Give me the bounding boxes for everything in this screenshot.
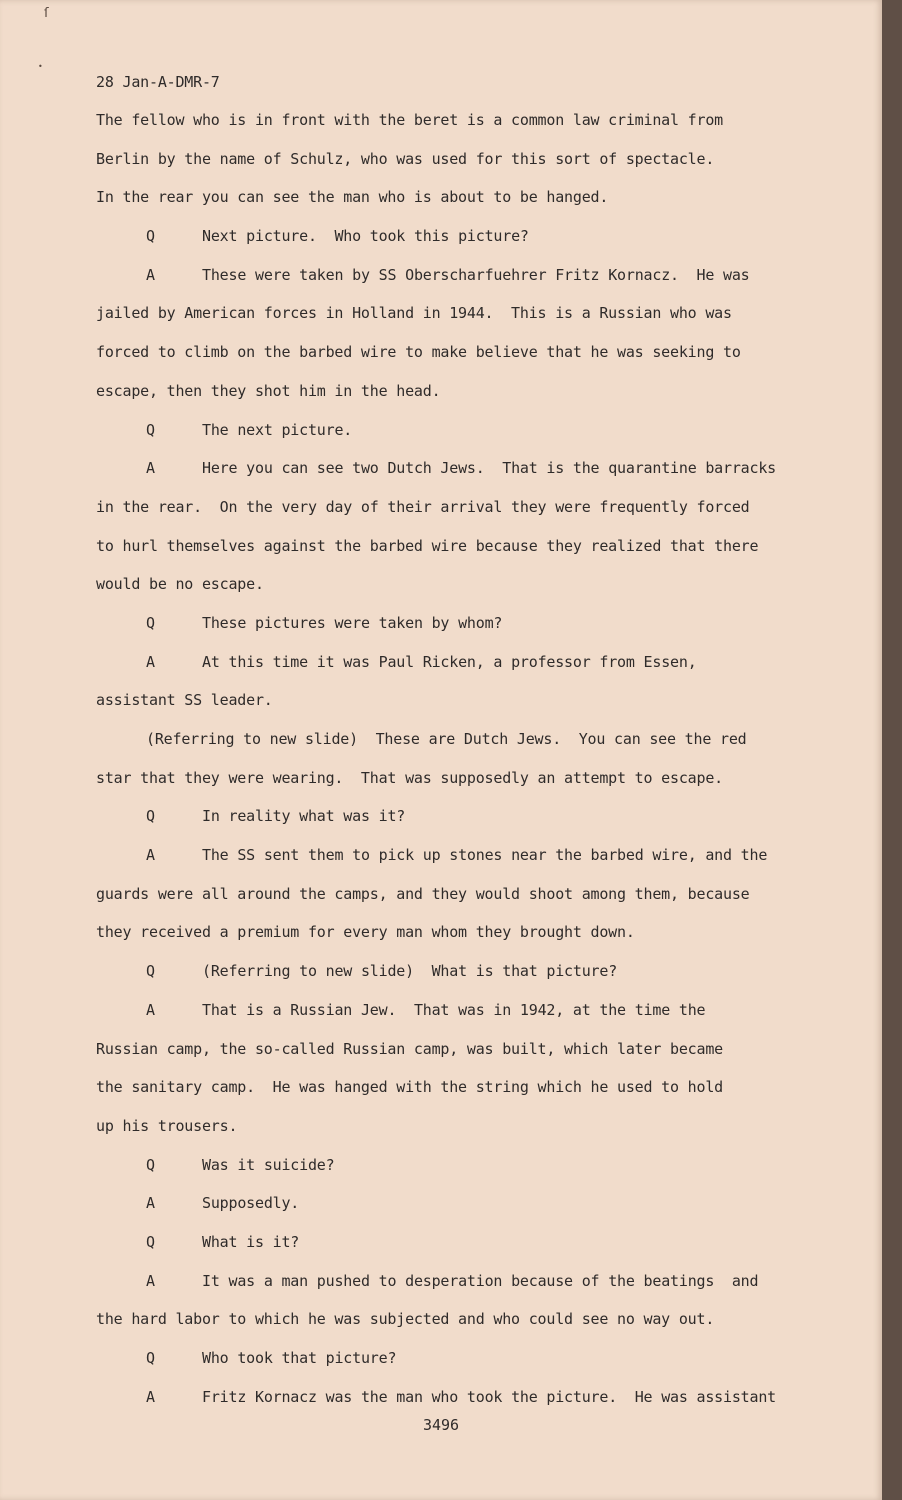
transcript-line	[96, 1189, 836, 1228]
line-text: Here you can see two Dutch Jews. That is the quarantine barracks	[202, 459, 776, 478]
transcript-line	[96, 454, 836, 493]
transcript-line	[96, 1151, 836, 1190]
line-text: These were taken by SS Oberscharfuehrer Fritz Kornacz. He was	[202, 265, 750, 284]
line-text: guards were all around the camps, and they would shoot among them, because	[96, 884, 750, 903]
transcript-line	[96, 918, 836, 957]
answer-marker: A	[146, 1194, 155, 1213]
question-marker: Q	[146, 420, 155, 439]
transcript-line	[96, 532, 836, 571]
transcript-line	[96, 1305, 836, 1344]
transcript-line	[96, 1035, 836, 1074]
transcript-line	[96, 802, 836, 841]
transcript-line	[96, 996, 836, 1035]
question-marker: Q	[146, 1155, 155, 1174]
line-text: assistant SS leader.	[96, 691, 273, 710]
transcript-line	[96, 609, 836, 648]
line-text: would be no escape.	[96, 575, 264, 594]
document-reference: 28 Jan-A-DMR-7	[96, 73, 220, 91]
line-text: Supposedly.	[202, 1194, 300, 1213]
line-text: Russian camp, the so-called Russian camp, was built, which later became	[96, 1039, 723, 1058]
answer-marker: A	[146, 265, 155, 284]
question-marker: Q	[146, 227, 155, 246]
transcript-line	[96, 570, 836, 609]
page-number: 3496	[422, 1416, 460, 1434]
margin-mark: •	[38, 62, 43, 71]
line-text: Fritz Kornacz was the man who took the picture. He was assistant	[202, 1387, 776, 1406]
question-marker: Q	[146, 962, 155, 981]
line-text: escape, then they shot him in the head.	[96, 381, 441, 400]
line-text: (Referring to new slide) These are Dutch Jews. You can see the red	[146, 730, 747, 748]
transcript-line	[96, 145, 836, 184]
line-text: in the rear. On the very day of their arrival they were frequently forced	[96, 497, 750, 516]
answer-marker: A	[146, 459, 155, 478]
line-text: At this time it was Paul Ricken, a professor from Essen,	[202, 652, 697, 671]
transcript-line	[96, 1112, 836, 1151]
answer-marker: A	[146, 1271, 155, 1290]
transcript-body	[96, 68, 836, 1421]
line-text: The fellow who is in front with the beret is a common law criminal from	[96, 111, 723, 129]
question-marker: Q	[146, 807, 155, 826]
line-text: jailed by American forces in Holland in 1944. This is a Russian who was	[96, 304, 732, 323]
transcript-line	[96, 261, 836, 300]
transcript-line	[96, 183, 836, 222]
question-marker: Q	[146, 1349, 155, 1367]
line-text: Was it suicide?	[202, 1155, 335, 1174]
transcript-line	[96, 338, 836, 377]
line-text: they received a premium for every man whom they brought down.	[96, 923, 635, 942]
transcript-line	[96, 493, 836, 532]
line-text: to hurl themselves against the barbed wire because they realized that there	[96, 536, 759, 555]
line-text: Berlin by the name of Schulz, who was used for this sort of spectacle.	[96, 149, 715, 168]
transcript-line	[96, 1267, 836, 1306]
answer-marker: A	[146, 1387, 155, 1406]
line-text: Next picture. Who took this picture?	[202, 227, 529, 246]
transcript-line	[96, 416, 836, 455]
transcript-line	[96, 222, 836, 261]
answer-marker: A	[146, 846, 155, 865]
line-text: the sanitary camp. He was hanged with the string which he used to hold	[96, 1078, 723, 1097]
transcript-line	[96, 841, 836, 880]
transcript-line	[96, 686, 836, 725]
page-edge	[882, 0, 902, 1500]
line-text: star that they were wearing. That was supposedly an attempt to escape.	[96, 768, 723, 787]
line-text: the hard labor to which he was subjected and who could see no way out.	[96, 1310, 715, 1329]
line-text: The next picture.	[202, 420, 353, 439]
question-marker: Q	[146, 1232, 155, 1251]
transcript-line	[96, 377, 836, 416]
line-text: In reality what was it?	[202, 807, 406, 826]
line-text: up his trousers.	[96, 1116, 238, 1135]
answer-marker: A	[146, 652, 155, 671]
transcript-line	[96, 957, 836, 996]
answer-marker: A	[146, 1000, 155, 1019]
line-text: (Referring to new slide) What is that picture?	[202, 962, 618, 981]
transcript-line	[96, 725, 836, 764]
line-text: forced to climb on the barbed wire to make believe that he was seeking to	[96, 343, 741, 362]
margin-mark: ſ	[44, 6, 49, 21]
line-text: The SS sent them to pick up stones near the barbed wire, and the	[202, 846, 768, 865]
transcript-line	[96, 764, 836, 803]
line-text: That is a Russian Jew. That was in 1942, at the time the	[202, 1000, 706, 1019]
transcript-text	[96, 106, 836, 1421]
transcript-line	[96, 299, 836, 338]
transcript-line	[96, 1344, 836, 1383]
transcript-line	[96, 880, 836, 919]
transcript-line	[96, 106, 836, 145]
question-marker: Q	[146, 613, 155, 632]
line-text: Who took that picture?	[202, 1349, 397, 1367]
transcript-line	[96, 1073, 836, 1112]
line-text: It was a man pushed to desperation because of the beatings and	[202, 1271, 759, 1290]
line-text: In the rear you can see the man who is about to be hanged.	[96, 188, 609, 207]
line-text: What is it?	[202, 1232, 300, 1251]
line-text: These pictures were taken by whom?	[202, 613, 503, 632]
transcript-line	[96, 1228, 836, 1267]
transcript-line	[96, 648, 836, 687]
